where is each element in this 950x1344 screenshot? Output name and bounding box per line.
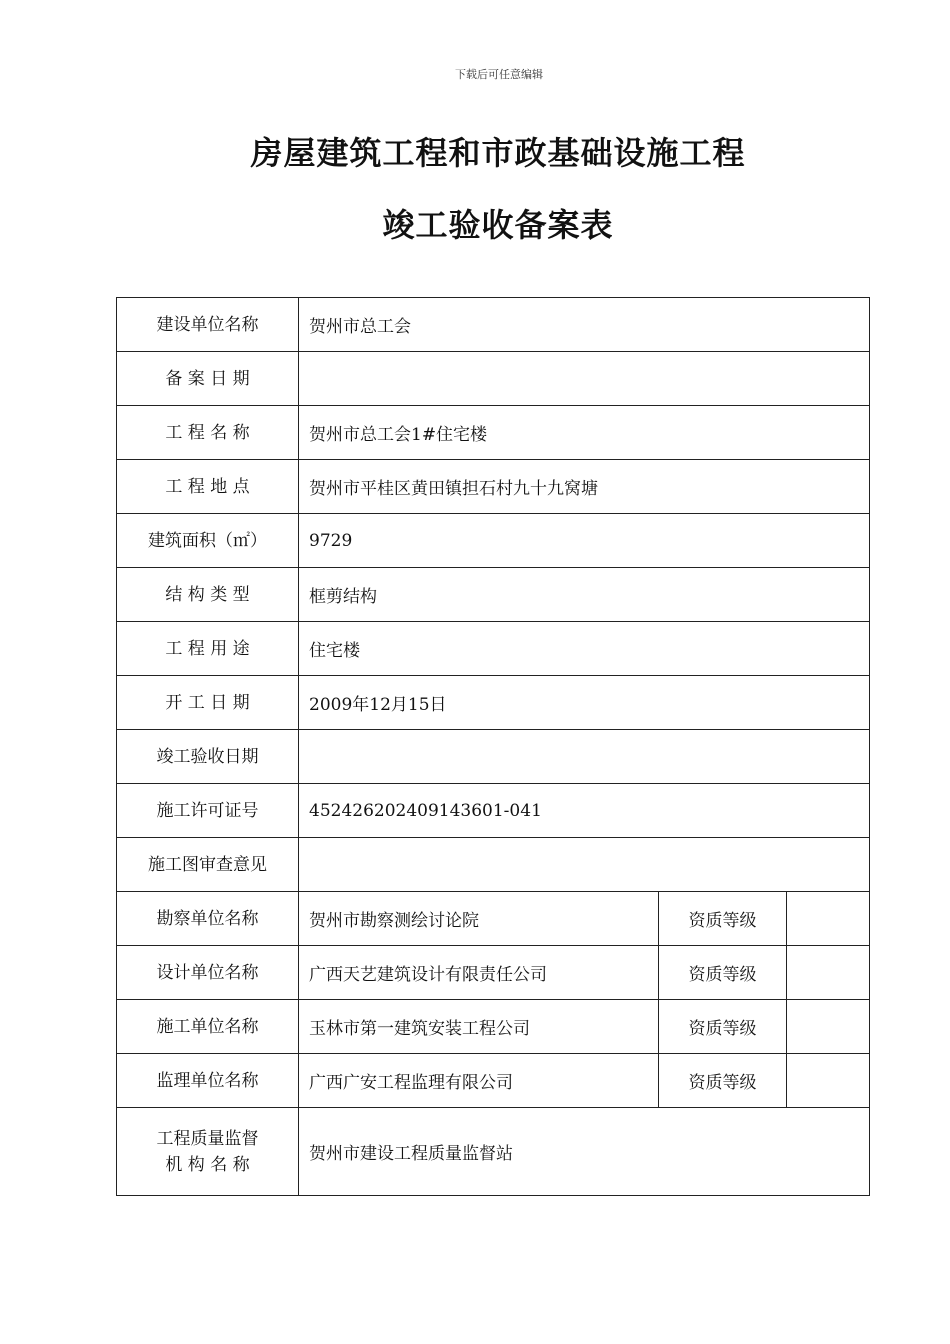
project-location-value: 贺州市平桂区黄田镇担石村九十九窝塘: [299, 460, 870, 514]
survey-unit-value: 贺州市勘察测绘讨论院: [299, 892, 659, 946]
completion-date-label: 竣工验收日期: [117, 730, 299, 784]
table-row: [117, 406, 870, 460]
structure-type-label: 结 构 类 型: [117, 568, 299, 622]
table-row: [117, 838, 870, 892]
structure-type-value: 框剪结构: [299, 568, 870, 622]
project-use-label: 工 程 用 途: [117, 622, 299, 676]
permit-no-value: 452426202409143601-041: [299, 784, 870, 838]
table-row: [117, 352, 870, 406]
construction-qualification-value: [787, 1000, 870, 1054]
drawing-review-value: [299, 838, 870, 892]
design-unit-value: 广西天艺建筑设计有限责任公司: [299, 946, 659, 1000]
table-row: [117, 298, 870, 352]
start-date-value: 2009年12月15日: [299, 676, 870, 730]
table-row: [117, 568, 870, 622]
supervision-unit-label: 监理单位名称: [117, 1054, 299, 1108]
quality-supervisor-value: 贺州市建设工程质量监督站: [299, 1108, 870, 1196]
table-row: [117, 784, 870, 838]
floor-area-label: 建筑面积（㎡）: [117, 514, 299, 568]
table-row: [117, 622, 870, 676]
supervision-qualification-label: 资质等级: [659, 1054, 787, 1108]
table-row: [117, 676, 870, 730]
table-row: [117, 892, 870, 946]
builder-label: 建设单位名称: [117, 298, 299, 352]
table-row: [117, 460, 870, 514]
quality-supervisor-label: [117, 1108, 299, 1196]
floor-area-value: 9729: [299, 514, 870, 568]
quality-supervisor-label-line2: 机 构 名 称: [165, 1154, 250, 1175]
table-row: [117, 946, 870, 1000]
project-use-value: 住宅楼: [299, 622, 870, 676]
construction-qualification-label: 资质等级: [659, 1000, 787, 1054]
table-row: [117, 1000, 870, 1054]
survey-unit-label: 勘察单位名称: [117, 892, 299, 946]
drawing-review-label: 施工图审查意见: [117, 838, 299, 892]
table-row: [117, 1054, 870, 1108]
table-row: [117, 730, 870, 784]
record-date-label: 备 案 日 期: [117, 352, 299, 406]
record-form-table: [116, 297, 870, 1196]
page-subtitle: 竣工验收备案表: [382, 206, 614, 244]
project-location-label: 工 程 地 点: [117, 460, 299, 514]
quality-supervisor-label-line1: 工程质量监督: [156, 1128, 259, 1149]
supervision-qualification-value: [787, 1054, 870, 1108]
supervision-unit-value: 广西广安工程监理有限公司: [299, 1054, 659, 1108]
design-qualification-value: [787, 946, 870, 1000]
builder-value: 贺州市总工会: [299, 298, 870, 352]
completion-date-value: [299, 730, 870, 784]
table-row: [117, 1108, 870, 1196]
construction-unit-label: 施工单位名称: [117, 1000, 299, 1054]
project-name-value: 贺州市总工会1#住宅楼: [299, 406, 870, 460]
survey-qualification-value: [787, 892, 870, 946]
construction-unit-value: 玉林市第一建筑安装工程公司: [299, 1000, 659, 1054]
header-note: 下载后可任意编辑: [455, 68, 543, 81]
project-name-label: 工 程 名 称: [117, 406, 299, 460]
record-date-value: [299, 352, 870, 406]
design-unit-label: 设计单位名称: [117, 946, 299, 1000]
start-date-label: 开 工 日 期: [117, 676, 299, 730]
table-row: [117, 514, 870, 568]
design-qualification-label: 资质等级: [659, 946, 787, 1000]
permit-no-label: 施工许可证号: [117, 784, 299, 838]
page-title: 房屋建筑工程和市政基础设施工程: [250, 134, 746, 172]
survey-qualification-label: 资质等级: [659, 892, 787, 946]
